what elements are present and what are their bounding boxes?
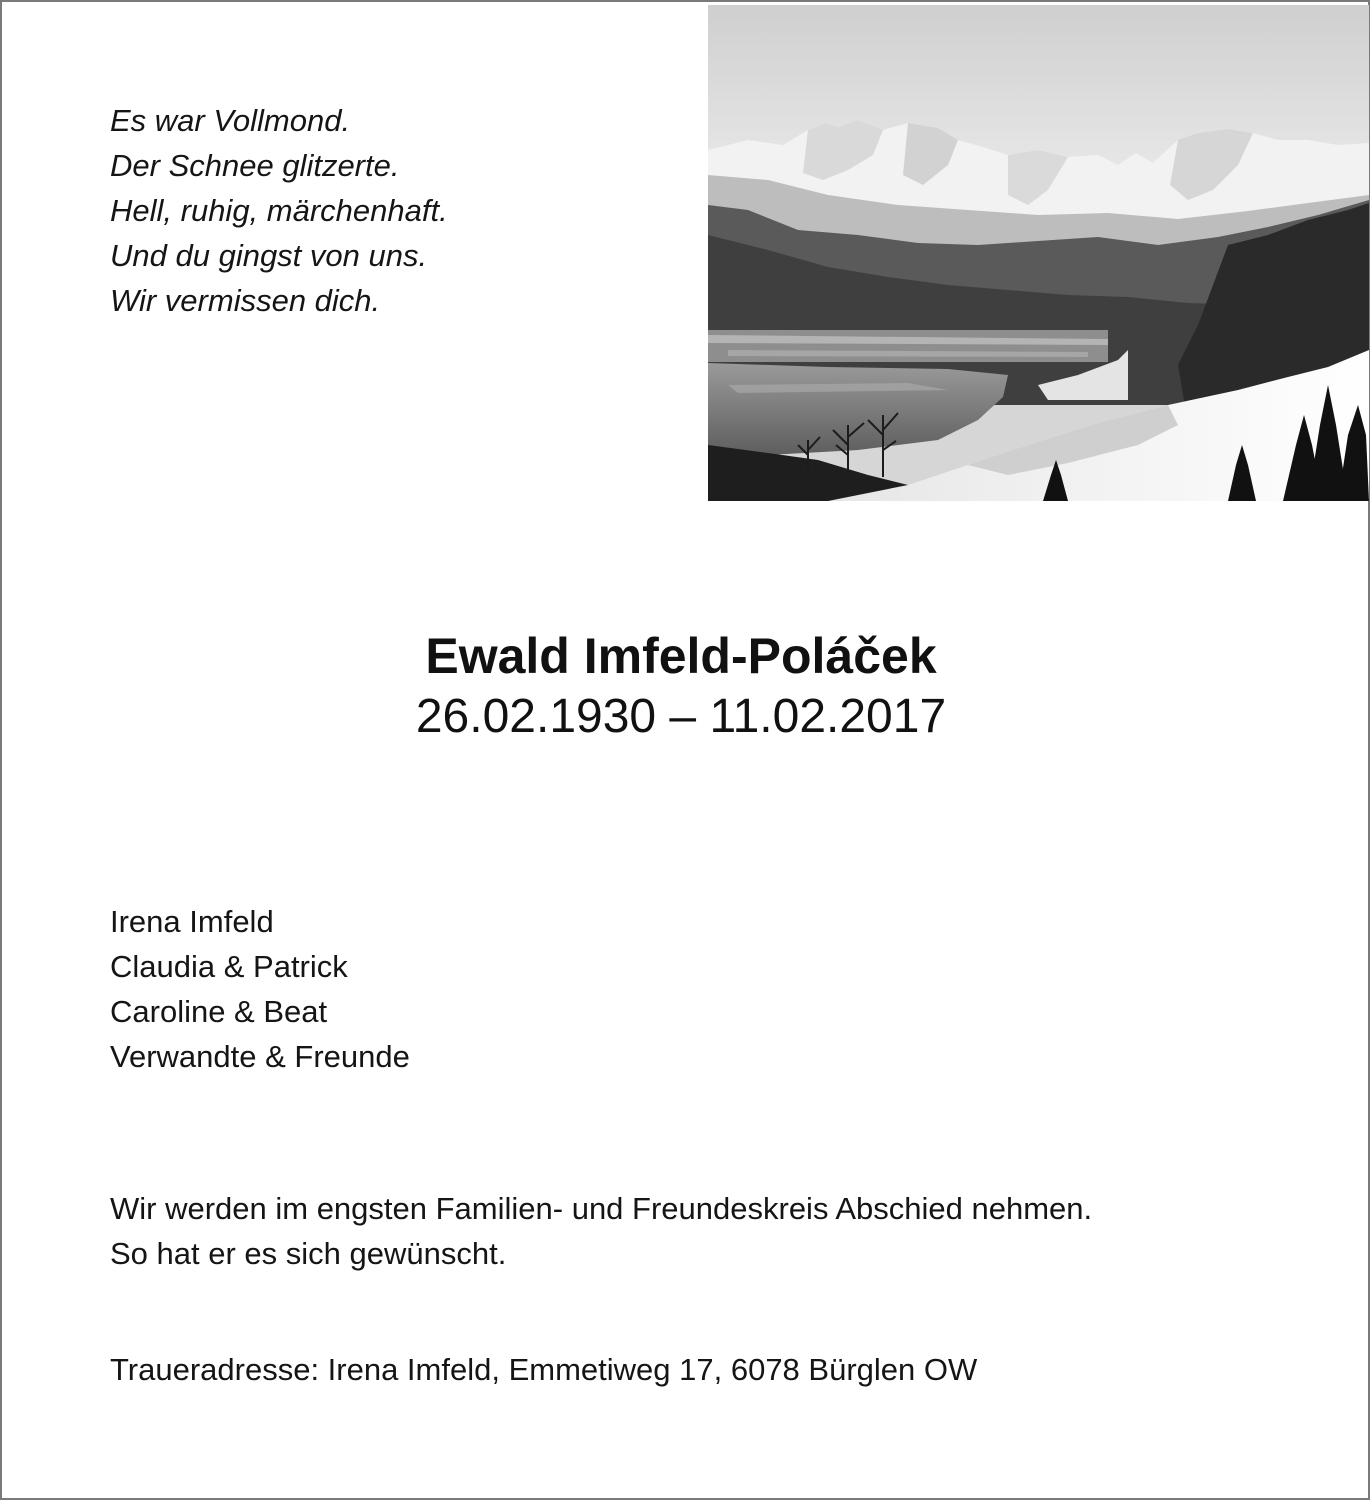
poem-line: Und du gingst von uns. [110, 238, 428, 273]
poem [110, 98, 448, 323]
deceased-heading [2, 624, 1370, 746]
deceased-name: Ewald Imfeld-Poláček [425, 628, 937, 684]
notice-line: So hat er es sich gewünscht. [110, 1236, 507, 1271]
mountain-lake-image [708, 5, 1369, 501]
poem-line: Wir vermissen dich. [110, 283, 381, 318]
life-dates: 26.02.1930 – 11.02.2017 [415, 690, 947, 743]
mourner-entry: Caroline & Beat [110, 994, 328, 1029]
mourning-address: Traueradresse: Irena Imfeld, Emmetiweg 17, 6078 Bürglen OW [110, 1352, 978, 1387]
poem-line: Es war Vollmond. [110, 103, 351, 138]
notice-line: Wir werden im engsten Familien- und Freundeskreis Abschied nehmen. [110, 1191, 1093, 1226]
poem-line: Der Schnee glitzerte. [110, 148, 400, 183]
poem-line: Hell, ruhig, märchenhaft. [110, 193, 448, 228]
mourner-entry: Claudia & Patrick [110, 949, 348, 984]
mourner-entry: Verwandte & Freunde [110, 1039, 410, 1074]
landscape-photo [708, 5, 1369, 501]
mourners-list [110, 899, 410, 1079]
farewell-notice [110, 1186, 1092, 1276]
mourner-entry: Irena Imfeld [110, 904, 274, 939]
